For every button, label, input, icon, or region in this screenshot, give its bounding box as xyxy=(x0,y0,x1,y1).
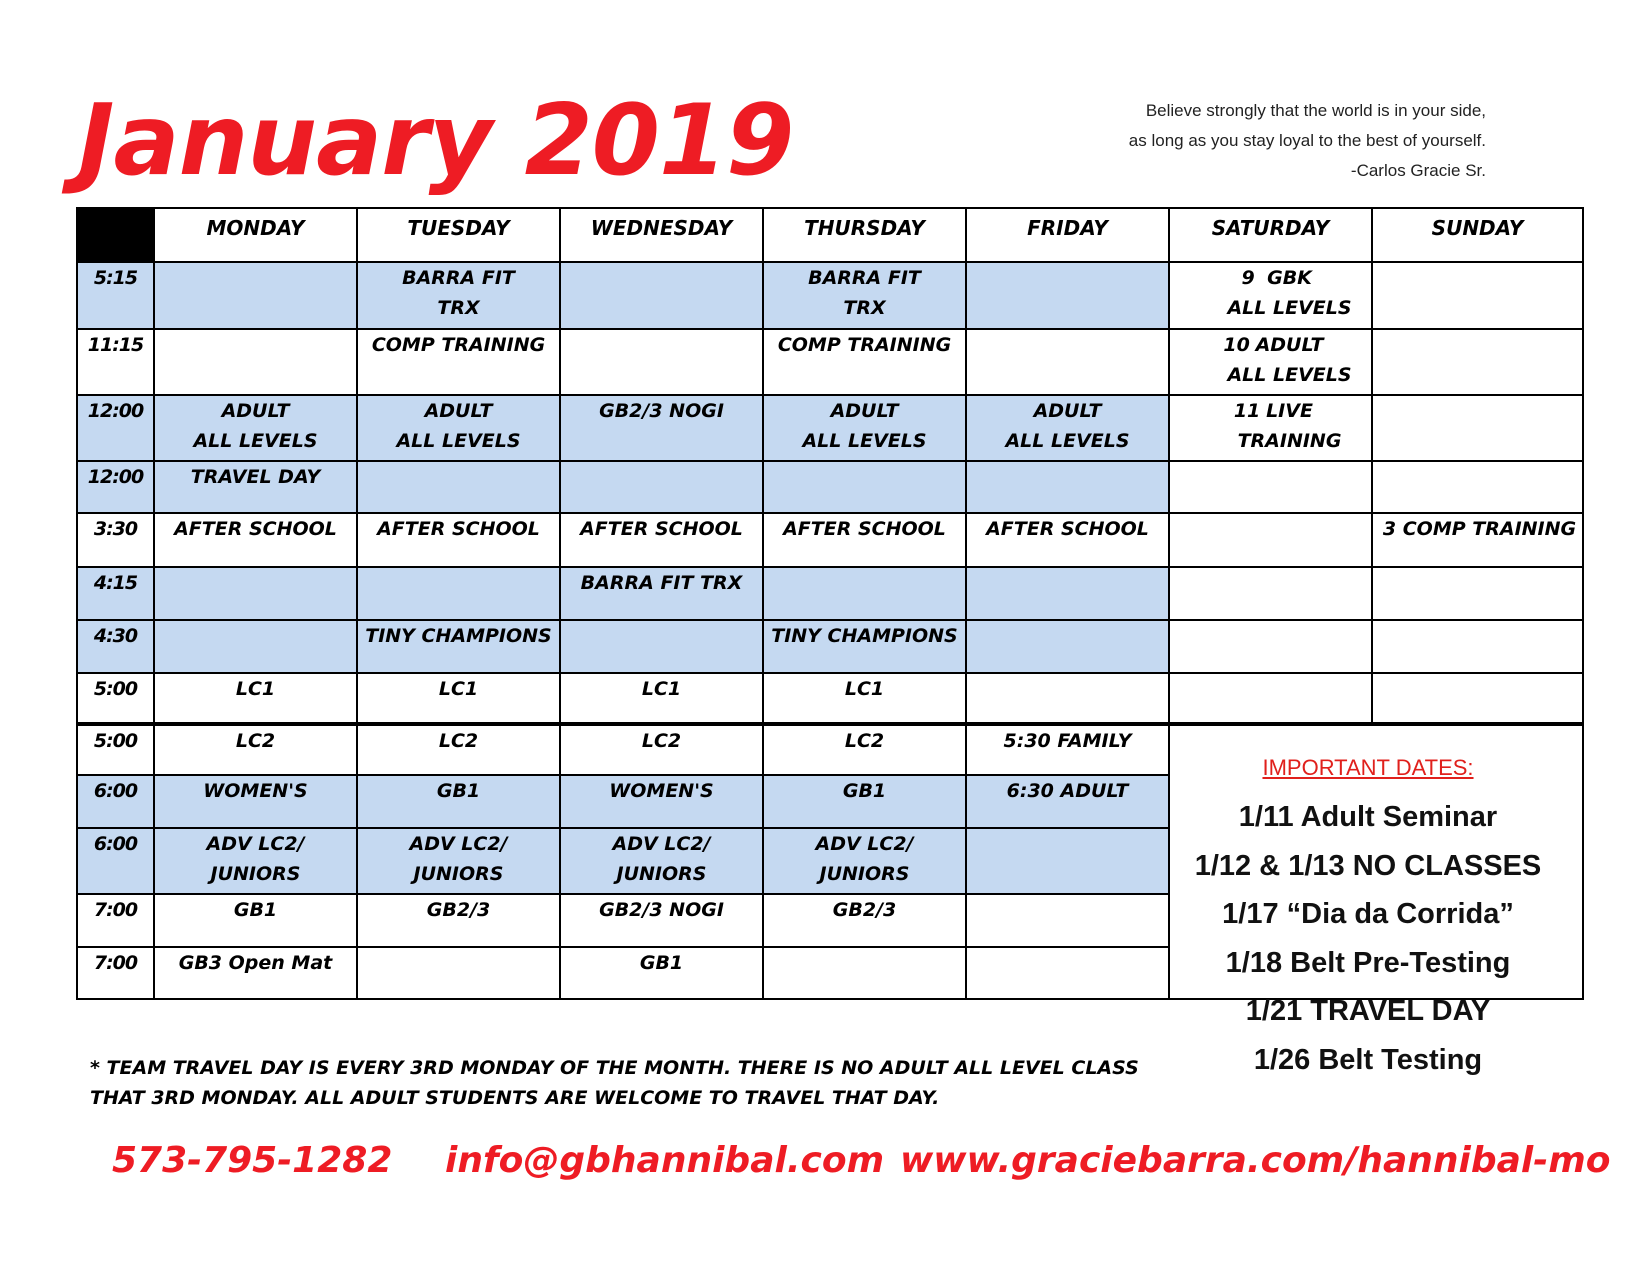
class-name: JUNIORS xyxy=(616,863,707,885)
class-name: LC2 xyxy=(438,730,479,752)
class-cell xyxy=(357,775,560,828)
class-cell xyxy=(763,329,966,395)
class-name: BARRA FIT TRX xyxy=(580,572,743,594)
class-name: GB1 xyxy=(233,899,278,921)
class-name: TINY CHAMPIONS xyxy=(365,625,552,647)
class-cell xyxy=(966,828,1169,894)
day-header-saturday: SATURDAY xyxy=(1169,208,1372,262)
class-cell xyxy=(357,947,560,999)
class-cell xyxy=(763,620,966,673)
day-header-wednesday: WEDNESDAY xyxy=(560,208,763,262)
class-cell xyxy=(966,395,1169,461)
quote xyxy=(1129,96,1486,186)
saturday-cell xyxy=(1169,395,1372,461)
class-name: JUNIORS xyxy=(210,863,301,885)
saturday-cell xyxy=(1169,329,1372,395)
class-cell xyxy=(560,673,763,724)
class-cell xyxy=(560,894,763,947)
saturday-class-detail: ALL LEVELS xyxy=(1227,364,1352,386)
sunday-cell xyxy=(1372,620,1583,673)
class-cell xyxy=(154,620,357,673)
schedule-row xyxy=(77,567,1583,620)
important-dates xyxy=(1168,755,1568,1084)
class-name: ALL LEVELS xyxy=(802,430,927,452)
time-slot: 11:15 xyxy=(77,329,154,395)
class-cell xyxy=(357,894,560,947)
important-dates-list xyxy=(1168,793,1568,1084)
time-slot: 3:30 xyxy=(77,513,154,567)
saturday-cell xyxy=(1169,262,1372,329)
class-cell xyxy=(560,775,763,828)
day-header-thursday: THURSDAY xyxy=(763,208,966,262)
day-header-tuesday: TUESDAY xyxy=(357,208,560,262)
time-slot: 7:00 xyxy=(77,947,154,999)
class-name: AFTER SCHOOL xyxy=(174,518,337,540)
class-name: ALL LEVELS xyxy=(396,430,521,452)
class-name: GB2/3 NOGI xyxy=(599,400,724,422)
class-name: 6:30 ADULT xyxy=(1006,780,1129,802)
sunday-cell xyxy=(1372,461,1583,513)
time-slot: 5:00 xyxy=(77,673,154,724)
saturday-cell xyxy=(1169,461,1372,513)
class-name: ADULT xyxy=(1033,400,1102,422)
class-cell xyxy=(154,461,357,513)
class-name: WOMEN'S xyxy=(609,780,714,802)
class-name: ADV LC2/ xyxy=(206,833,305,855)
class-name: WOMEN'S xyxy=(203,780,308,802)
class-name: ADV LC2/ xyxy=(612,833,711,855)
class-cell xyxy=(966,894,1169,947)
sunday-cell xyxy=(1372,567,1583,620)
day-header-sunday: SUNDAY xyxy=(1372,208,1583,262)
class-cell xyxy=(560,620,763,673)
class-name: ALL LEVELS xyxy=(1005,430,1130,452)
class-cell xyxy=(357,673,560,724)
time-slot: 5:00 xyxy=(77,724,154,775)
class-name: LC1 xyxy=(235,678,276,700)
saturday-cell xyxy=(1169,620,1372,673)
time-slot: 4:15 xyxy=(77,567,154,620)
class-cell xyxy=(966,724,1169,775)
saturday-line xyxy=(1170,568,1371,598)
saturday-line xyxy=(1170,514,1371,544)
sunday-cell xyxy=(1372,329,1583,395)
saturday-line xyxy=(1170,621,1371,651)
class-cell xyxy=(357,461,560,513)
phone-number: 573-795-1282 xyxy=(112,1140,393,1181)
saturday-line xyxy=(1170,674,1371,704)
class-cell xyxy=(154,775,357,828)
class-cell xyxy=(763,513,966,567)
class-cell xyxy=(763,828,966,894)
class-cell xyxy=(357,329,560,395)
class-cell xyxy=(154,262,357,329)
day-header-friday: FRIDAY xyxy=(966,208,1169,262)
class-name: LC1 xyxy=(438,678,479,700)
time-slot: 6:00 xyxy=(77,828,154,894)
class-cell xyxy=(966,775,1169,828)
class-cell xyxy=(357,262,560,329)
saturday-date: 9 xyxy=(1241,267,1255,289)
saturday-class-detail: TRAINING xyxy=(1237,430,1342,452)
class-cell xyxy=(560,567,763,620)
class-cell xyxy=(154,894,357,947)
time-slot: 12:00 xyxy=(77,395,154,461)
class-name: GB2/3 xyxy=(832,899,897,921)
website-url: www.graciebarra.com/hannibal-mo xyxy=(900,1140,1611,1181)
time-slot: 12:00 xyxy=(77,461,154,513)
class-name: COMP TRAINING xyxy=(777,334,952,356)
class-name: AFTER SCHOOL xyxy=(986,518,1149,540)
class-cell xyxy=(763,461,966,513)
class-cell xyxy=(966,513,1169,567)
class-cell xyxy=(560,329,763,395)
class-cell xyxy=(763,894,966,947)
class-cell xyxy=(357,620,560,673)
saturday-class-detail: ALL LEVELS xyxy=(1227,297,1352,319)
important-date-item: 1/12 & 1/13 NO CLASSES xyxy=(1194,849,1542,882)
sunday-cell xyxy=(1372,262,1583,329)
day-header-row xyxy=(77,208,1583,262)
schedule-row xyxy=(77,673,1583,724)
important-date-item: 1/11 Adult Seminar xyxy=(1238,801,1498,833)
important-date-item: 1/17 “Dia da Corrida” xyxy=(1222,898,1514,930)
class-cell xyxy=(966,947,1169,999)
sunday-cell: 3 COMP TRAINING xyxy=(1372,513,1583,567)
class-cell xyxy=(154,673,357,724)
class-name: GB1 xyxy=(436,780,481,802)
saturday-line xyxy=(1170,263,1371,293)
class-name: TINY CHAMPIONS xyxy=(771,625,958,647)
sunday-cell xyxy=(1372,673,1583,724)
class-cell xyxy=(357,828,560,894)
class-cell xyxy=(560,828,763,894)
class-cell xyxy=(560,724,763,775)
class-cell xyxy=(560,513,763,567)
class-cell xyxy=(560,262,763,329)
saturday-class: LIVE xyxy=(1266,400,1313,422)
class-name: BARRA FIT xyxy=(402,267,515,289)
time-slot: 7:00 xyxy=(77,894,154,947)
class-name: ADV LC2/ xyxy=(409,833,508,855)
saturday-date: 10 xyxy=(1223,334,1250,356)
class-name: JUNIORS xyxy=(819,863,910,885)
class-name: BARRA FIT xyxy=(808,267,921,289)
day-header-monday: MONDAY xyxy=(154,208,357,262)
class-cell xyxy=(560,395,763,461)
class-cell xyxy=(966,262,1169,329)
class-cell xyxy=(763,947,966,999)
class-name: TRAVEL DAY xyxy=(190,466,321,488)
schedule-row xyxy=(77,620,1583,673)
sunday-cell xyxy=(1372,395,1583,461)
travel-day-note: * TEAM TRAVEL DAY IS EVERY 3RD MONDAY OF THE MONTH. THERE IS NO ADULT ALL LEVEL CLASS THAT 3RD MONDAY. ALL ADULT STUDENTS ARE WELCOME TO TRAVEL THAT DAY. xyxy=(90,1057,1139,1109)
class-cell xyxy=(966,329,1169,395)
class-name: GB3 Open Mat xyxy=(178,952,333,974)
saturday-cell xyxy=(1169,673,1372,724)
header-corner xyxy=(77,208,154,262)
saturday-date: 11 xyxy=(1233,400,1261,422)
class-cell xyxy=(560,947,763,999)
class-cell xyxy=(966,673,1169,724)
class-name: 5:30 FAMILY xyxy=(1003,730,1132,752)
class-cell xyxy=(154,567,357,620)
email-address: info@gbhannibal.com xyxy=(445,1140,885,1181)
class-cell xyxy=(154,329,357,395)
saturday-line xyxy=(1170,462,1371,492)
schedule-row xyxy=(77,329,1583,395)
class-cell xyxy=(763,775,966,828)
class-name: GB1 xyxy=(842,780,887,802)
schedule-row xyxy=(77,461,1583,513)
saturday-cell xyxy=(1169,513,1372,567)
class-name: AFTER SCHOOL xyxy=(580,518,743,540)
quote-line-1: Believe strongly that the world is in your side, xyxy=(1145,101,1486,120)
important-date-item: 1/18 Belt Pre-Testing xyxy=(1225,946,1511,979)
class-cell xyxy=(763,567,966,620)
important-date-item: 1/21 TRAVEL DAY xyxy=(1245,995,1491,1027)
important-date-item: 1/26 Belt Testing xyxy=(1253,1043,1483,1076)
saturday-cell xyxy=(1169,567,1372,620)
schedule-row xyxy=(77,262,1583,329)
class-cell xyxy=(966,620,1169,673)
time-slot: 4:30 xyxy=(77,620,154,673)
class-cell xyxy=(966,461,1169,513)
class-name: ADULT xyxy=(830,400,899,422)
saturday-class: ADULT xyxy=(1255,334,1324,356)
class-name: ADULT xyxy=(221,400,290,422)
class-name: GB2/3 NOGI xyxy=(599,899,724,921)
class-name: ALL LEVELS xyxy=(193,430,318,452)
class-name: TRX xyxy=(437,297,480,319)
class-name: LC1 xyxy=(641,678,682,700)
class-name: JUNIORS xyxy=(413,863,504,885)
class-cell xyxy=(357,513,560,567)
class-cell xyxy=(763,724,966,775)
page-title: January 2019 xyxy=(78,84,794,198)
class-name: LC2 xyxy=(641,730,682,752)
class-name: COMP TRAINING xyxy=(371,334,546,356)
class-cell xyxy=(154,947,357,999)
class-cell xyxy=(154,724,357,775)
schedule-row xyxy=(77,395,1583,461)
important-dates-header: IMPORTANT DATES: xyxy=(1262,755,1474,780)
class-cell xyxy=(966,567,1169,620)
saturday-class: GBK xyxy=(1267,267,1312,289)
class-cell xyxy=(357,567,560,620)
schedule-row xyxy=(77,513,1583,567)
time-slot: 6:00 xyxy=(77,775,154,828)
class-name: TRX xyxy=(843,297,886,319)
class-name: AFTER SCHOOL xyxy=(783,518,946,540)
class-cell xyxy=(154,513,357,567)
class-name: LC1 xyxy=(844,678,885,700)
class-cell xyxy=(560,461,763,513)
saturday-line xyxy=(1170,396,1371,426)
time-slot: 5:15 xyxy=(77,262,154,329)
quote-author: -Carlos Gracie Sr. xyxy=(1350,161,1486,180)
class-cell xyxy=(763,262,966,329)
class-cell xyxy=(357,724,560,775)
class-name: AFTER SCHOOL xyxy=(377,518,540,540)
saturday-line xyxy=(1170,330,1371,360)
class-name: GB2/3 xyxy=(426,899,491,921)
class-cell xyxy=(154,395,357,461)
class-cell xyxy=(154,828,357,894)
class-cell xyxy=(357,395,560,461)
class-name: ADV LC2/ xyxy=(815,833,914,855)
quote-line-2: as long as you stay loyal to the best of yourself. xyxy=(1128,131,1486,150)
class-name: GB1 xyxy=(639,952,684,974)
class-name: LC2 xyxy=(844,730,885,752)
class-name: ADULT xyxy=(424,400,493,422)
class-cell xyxy=(763,673,966,724)
class-name: LC2 xyxy=(235,730,276,752)
class-cell xyxy=(763,395,966,461)
